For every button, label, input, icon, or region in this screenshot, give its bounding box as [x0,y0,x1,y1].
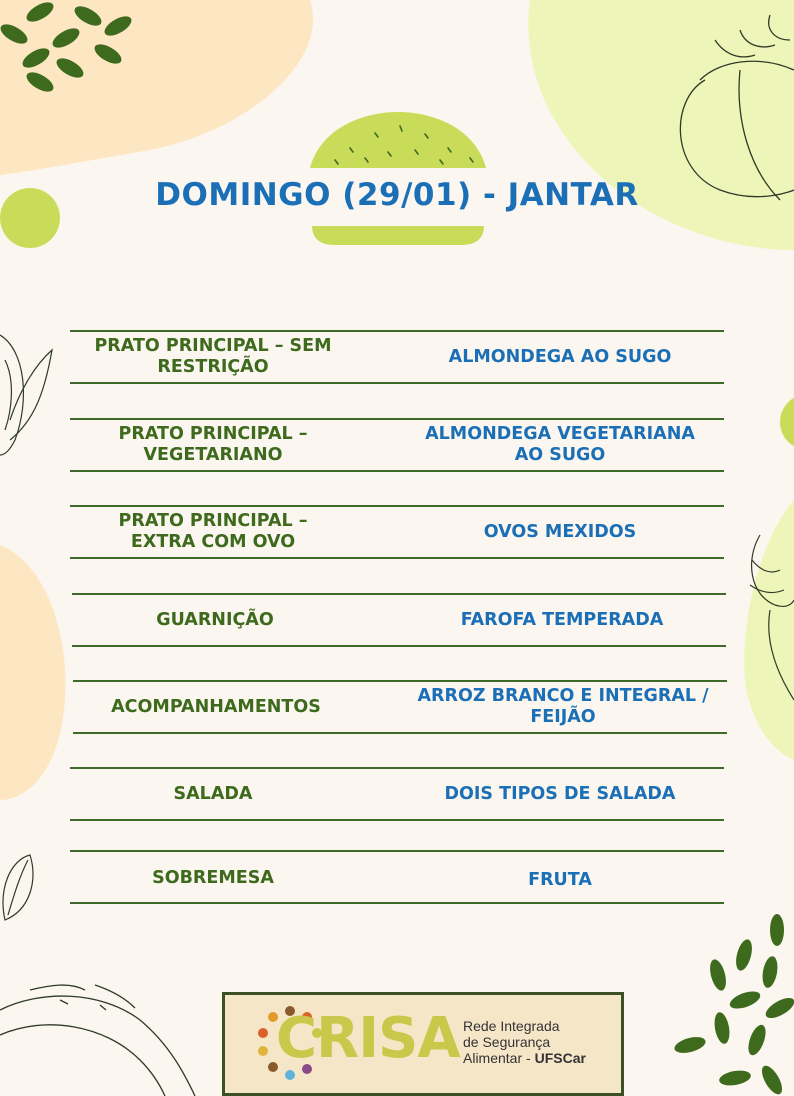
logo-caption-line3-text: Alimentar - [463,1050,535,1066]
menu-item: ARROZ BRANCO E INTEGRAL / FEIJÃO [417,686,709,727]
logo-caption-line1: Rede Integrada [463,1018,560,1034]
logo-wordmark: CRISA [276,1006,460,1071]
bun-top [310,112,486,168]
menu-category: SOBREMESA [152,868,274,888]
menu-category: PRATO PRINCIPAL – VEGETARIANO [118,424,308,465]
menu-item: ALMONDEGA AO SUGO [448,346,672,367]
menu-item: OVOS MEXIDOS [483,521,637,542]
logo-caption-line2: de Segurança [463,1034,551,1050]
menu-item: FAROFA TEMPERADA [460,609,664,630]
lettuce-drawing-left [0,335,52,455]
menu-category: SALADA [173,783,253,804]
small-leaf-left [3,855,33,920]
page-title: DOMINGO (29/01) - JANTAR [155,177,639,213]
menu-item: ALMONDEGA VEGETARIANA AO SUGO [425,424,695,465]
menu-row-prato-principal-vegetariano [70,418,724,472]
taco-drawing [0,985,195,1096]
menu-row-prato-principal-sem-restricao [70,330,724,384]
logo-caption-line3 [463,1050,586,1066]
menu-row-prato-principal-extra-com-ovo [70,505,724,559]
menu-row-sobremesa [70,850,724,904]
menu-row-acompanhamentos [73,680,727,734]
menu-row-guarnicao [72,593,726,647]
bun-bottom [312,226,484,245]
menu-category: PRATO PRINCIPAL – EXTRA COM OVO [118,511,308,552]
menu-row-salada [70,767,724,821]
menu-item: DOIS TIPOS DE SALADA [444,783,676,804]
leaves-bottom-right [673,914,794,1096]
menu-category: GUARNIÇÃO [156,609,274,630]
logo-caption-line3-bold: UFSCar [534,1050,586,1066]
menu-category: ACOMPANHAMENTOS [111,696,321,717]
logo-caption [463,1018,586,1066]
lime-dot-right [780,394,794,450]
menu-item: FRUTA [528,870,592,890]
peach-blob-left [0,545,66,800]
menu-category: PRATO PRINCIPAL – SEM RESTRIÇÃO [94,336,332,377]
